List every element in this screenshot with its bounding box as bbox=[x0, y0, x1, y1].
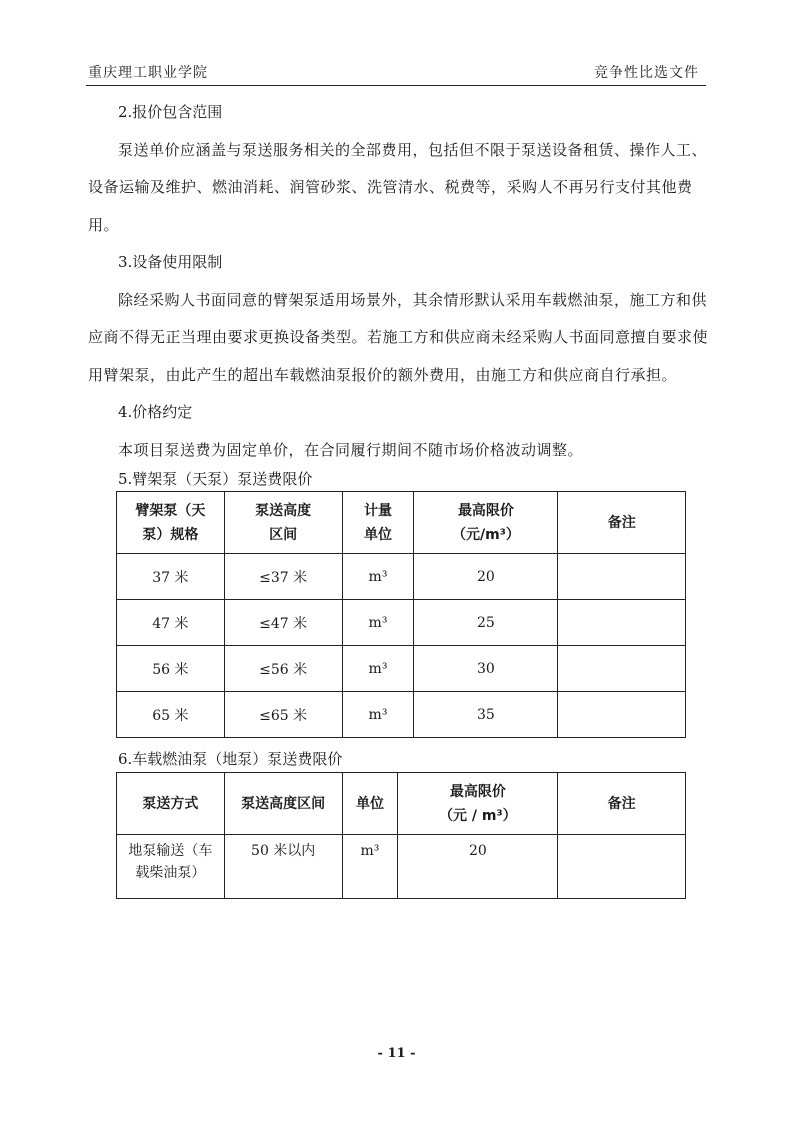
table-row bbox=[117, 600, 686, 646]
table2-header-price: 最高限价（元 / m³） bbox=[398, 773, 558, 835]
table2-header-height: 泵送高度区间 bbox=[224, 773, 342, 835]
table1-header-unit: 计量单位 bbox=[342, 492, 414, 554]
table1-cell: 25 bbox=[414, 600, 558, 646]
table2-cell: 50 米以内 bbox=[224, 835, 342, 899]
section-2-title: 2.报价包含范围 bbox=[118, 103, 223, 121]
table1-caption: 5.臂架泵（天泵）泵送费限价 bbox=[118, 470, 313, 488]
table2-header-unit: 单位 bbox=[342, 773, 398, 835]
table1-cell: m³ bbox=[342, 600, 414, 646]
table1-cell: 65 米 bbox=[117, 692, 225, 738]
header-institution: 重庆理工职业学院 bbox=[88, 65, 208, 81]
section-3-body: 除经采购人书面同意的臂架泵适用场景外，其余情形默认采用车载燃油泵，施工方和供应商不得无正当理由要求更换设备类型。若施工方和供应商未经采购人书面同意擅自要求使用臂架泵，由此产生的超出车载燃油泵报价的额外费用，由施工方和供应商自行承担。 bbox=[88, 290, 709, 384]
table1-cell bbox=[558, 646, 686, 692]
section-4-body: 本项目泵送费为固定单价，在合同履行期间不随市场价格波动调整。 bbox=[118, 440, 584, 459]
table-row bbox=[117, 692, 686, 738]
section-4-title: 4.价格约定 bbox=[118, 403, 193, 421]
table-row bbox=[117, 646, 686, 692]
table-row bbox=[117, 835, 686, 899]
table1-cell: m³ bbox=[342, 554, 414, 600]
table1-cell: ≤47 米 bbox=[224, 600, 342, 646]
table1-cell: ≤56 米 bbox=[224, 646, 342, 692]
boom-pump-price-table bbox=[116, 491, 686, 738]
table1-cell bbox=[558, 554, 686, 600]
table2-cell: m³ bbox=[342, 835, 398, 899]
section-3-title: 3.设备使用限制 bbox=[118, 253, 223, 271]
table1-cell: 20 bbox=[414, 554, 558, 600]
table1-cell: ≤65 米 bbox=[224, 692, 342, 738]
page-number: - 11 - bbox=[377, 1046, 416, 1061]
table1-cell: 47 米 bbox=[117, 600, 225, 646]
table1-cell: ≤37 米 bbox=[224, 554, 342, 600]
table2-cell: 地泵输送（车载柴油泵） bbox=[117, 835, 225, 899]
table1-cell: 35 bbox=[414, 692, 558, 738]
ground-pump-price-table bbox=[116, 772, 686, 899]
table2-caption: 6.车载燃油泵（地泵）泵送费限价 bbox=[118, 750, 343, 768]
header-doc-title: 竞争性比选文件 bbox=[594, 65, 699, 81]
table-row bbox=[117, 554, 686, 600]
table1-cell: m³ bbox=[342, 692, 414, 738]
table1-header-note: 备注 bbox=[558, 492, 686, 554]
header-divider bbox=[86, 85, 706, 86]
table1-cell: 37 米 bbox=[117, 554, 225, 600]
table1-header-price: 最高限价（元/m³） bbox=[414, 492, 558, 554]
section-2-body: 泵送单价应涵盖与泵送服务相关的全部费用，包括但不限于泵送设备租赁、操作人工、设备运输及维护、燃油消耗、润管砂浆、洗管清水、税费等，采购人不再另行支付其他费用。 bbox=[88, 140, 708, 234]
table1-header-height: 泵送高度区间 bbox=[224, 492, 342, 554]
table2-cell: 20 bbox=[398, 835, 558, 899]
table1-header-spec: 臂架泵（天泵）规格 bbox=[117, 492, 225, 554]
table1-cell bbox=[558, 692, 686, 738]
table2-header-method: 泵送方式 bbox=[117, 773, 225, 835]
table2-cell bbox=[558, 835, 686, 899]
body-content bbox=[88, 94, 708, 469]
table1-cell bbox=[558, 600, 686, 646]
table1-cell: m³ bbox=[342, 646, 414, 692]
table2-header-note: 备注 bbox=[558, 773, 686, 835]
table1-cell: 56 米 bbox=[117, 646, 225, 692]
table1-cell: 30 bbox=[414, 646, 558, 692]
